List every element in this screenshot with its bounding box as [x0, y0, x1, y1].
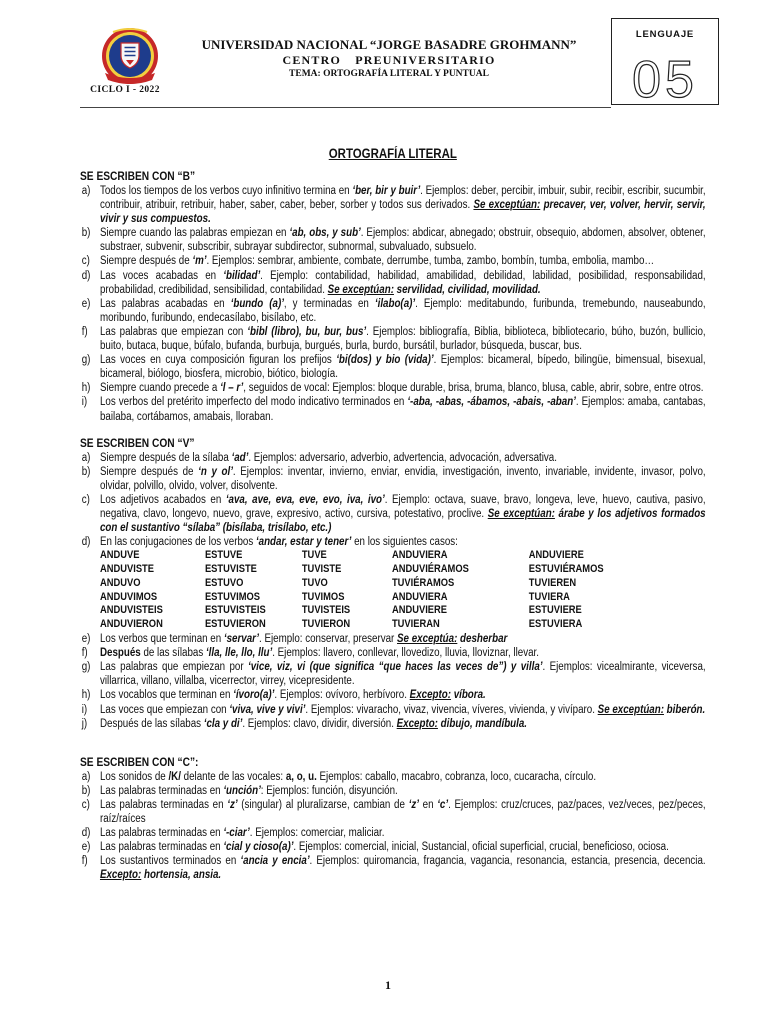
rule-item [80, 660, 706, 688]
table-cell: ANDUVIERE [391, 604, 448, 617]
item-letter: c) [81, 493, 90, 506]
table-cell: TUVIERAN [391, 618, 440, 631]
text-run: En las conjugaciones de los verbos [99, 536, 256, 549]
university-seal-logo [99, 26, 161, 88]
text-run: . Ejemplos: bicameral, bípedo, bilingüe, bimensual, bisexual, bicameral, biólogo, biosfera, microbio, biótico, biología. [99, 354, 706, 381]
text-run: . Ejemplos: sembrar, ambiente, combate, derrumbe, tumba, zambo, bombín, tumba, embolia, mambo… [206, 255, 655, 268]
page-number: 1 [385, 978, 391, 992]
rule-item [80, 535, 706, 549]
institution-header [160, 37, 618, 81]
exception-label: Excepto: [99, 869, 142, 882]
text-run: Después de las sílabas [99, 717, 204, 730]
text-run: Las palabras que empiezan con [99, 325, 248, 338]
emphasis-text: ‘unción’ [223, 784, 261, 797]
rule-sections [80, 169, 706, 882]
emphasis-text: víbora. [450, 689, 486, 702]
text-run: Siempre cuando precede a [99, 382, 221, 395]
item-text [100, 661, 706, 687]
text-run: Los adjetivos acabados en [99, 493, 226, 506]
item-letter: a) [81, 185, 91, 197]
table-cell: ANDUVIERA [391, 549, 448, 562]
rule-section-1 [80, 169, 706, 424]
table-cell: TUVISTE [301, 563, 342, 576]
emphasis-text: ‘vice, viz, vi (que significa “que haces las veces de”) y villa’ [248, 661, 543, 674]
item-letter: j) [81, 717, 88, 730]
item-text [100, 466, 706, 492]
rule-item [80, 854, 706, 882]
text-run: . Ejemplos: inventar, invierno, enviar, envidia, investigación, invento, invariable, invidente, invasor, polvo, olvidar, polvillo, olvido, volver, disolvente. [99, 465, 706, 492]
item-letter: c) [81, 255, 90, 268]
emphasis-text: ‘z’ [227, 798, 238, 811]
exception-label: Excepto: [396, 717, 438, 730]
table-cell: ESTUVIMOS [204, 590, 261, 603]
rule-item [80, 646, 706, 660]
emphasis-text: ‘ad’ [231, 451, 249, 464]
text-run: Ejemplos: caballo, macabro, cobranza, loco, cucaracha, círculo. [316, 770, 597, 783]
item-text [100, 827, 385, 839]
rule-item [80, 632, 706, 646]
text-run: , seguidos de vocal: Ejemplos: bloque durable, brisa, bruma, blanco, blusa, cable, abrir, sobre, entre otros. [243, 382, 704, 395]
rule-item [80, 826, 706, 840]
item-text [100, 270, 706, 296]
exception-label: Se exceptúan: [487, 507, 555, 520]
emphasis-text: ‘ívoro(a)’ [233, 689, 275, 702]
text-run: en [418, 798, 438, 811]
rule-item [80, 254, 706, 268]
emphasis-text: ‘bundo (a)’ [230, 297, 284, 310]
item-text [100, 354, 706, 380]
text-run: . Ejemplo: conservar, preservar [259, 633, 398, 646]
item-letter: d) [81, 536, 91, 549]
rule-item [80, 770, 706, 784]
rule-item [80, 297, 706, 325]
center-name: CENTRO PREUNIVERSITARIO [282, 53, 496, 67]
item-text [100, 704, 705, 716]
item-text [100, 633, 507, 645]
emphasis-text: ‘-aba, -abas, -ábamos, -abais, -aban’ [407, 396, 576, 409]
table-cell: ESTUVE [204, 549, 243, 562]
table-cell: ANDUVO [99, 576, 141, 589]
item-letter: d) [81, 269, 91, 282]
text-run: . Ejemplo: contabilidad, habilidad, amabilidad, debilidad, labilidad, posibilidad, responsabilidad, probabilidad, credibilidad, sensibilidad, contabilidad. [99, 269, 706, 296]
rule-item [80, 395, 706, 423]
text-run: Siempre después de [99, 255, 193, 268]
item-letter: a) [81, 770, 91, 783]
table-row [100, 563, 682, 577]
rule-item [80, 184, 706, 226]
text-run: Las palabras que empiezan por [99, 661, 249, 674]
rule-section-3 [80, 755, 706, 883]
table-row [100, 604, 682, 618]
text-run: en los siguientes casos: [351, 536, 458, 549]
text-run: . Ejemplo: octava, suave, bravo, longeva, leve, huevo, cautiva, pasivo, negativa, clavo, longevo, nuevo, grave, expresivo, activo, cursiva, potestativo, proclive. [99, 493, 706, 520]
text-run: , y terminadas en [283, 297, 375, 310]
item-text [100, 841, 669, 853]
exception-label: Se exceptúan: [327, 283, 394, 296]
item-letter: b) [81, 465, 91, 478]
emphasis-text: precaver, ver, volver, hervir, servir, vivir y sus compuestos. [99, 199, 706, 226]
item-letter: a) [81, 451, 91, 464]
text-run: Las palabras terminadas en [99, 841, 224, 854]
document-body [80, 146, 706, 882]
emphasis-text: ‘servar’ [223, 633, 260, 646]
university-name: UNIVERSIDAD NACIONAL “JORGE BASADRE GROHMANN” [201, 37, 577, 52]
item-text [100, 855, 706, 881]
table-cell: ANDUVISTE [99, 563, 155, 576]
item-letter: b) [81, 784, 91, 797]
text-run: Las voces en cuya composición figuran los prefijos [99, 354, 337, 367]
section-heading: SE ESCRIBEN CON “V” [80, 435, 195, 450]
item-text [100, 227, 706, 253]
item-letter: f) [81, 855, 88, 868]
emphasis-text: desherbar [457, 633, 508, 646]
item-letter: e) [81, 297, 91, 310]
section-heading: SE ESCRIBEN CON “B” [80, 169, 196, 183]
emphasis-text: árabe y los adjetivos formados con el sustantivo “sílaba” (bisílaba, trisílabo, etc.) [99, 507, 706, 535]
item-letter: h) [81, 382, 91, 395]
text-run: Las voces que empiezan con [99, 703, 230, 716]
emphasis-text: ‘l – r’ [220, 382, 244, 395]
item-text [100, 255, 654, 267]
table-cell: TUVIEREN [528, 576, 577, 589]
exception-label: Se exceptúan: [597, 703, 664, 716]
rule-item [80, 840, 706, 854]
emphasis-text: ‘ancia y encia’ [240, 855, 310, 868]
exception-label: Se exceptúan: [473, 199, 541, 212]
item-text [100, 452, 557, 464]
table-row [100, 618, 682, 632]
rule-item [80, 688, 706, 702]
text-run: . Ejemplos: deber, percibir, imbuir, subir, recibir, escribir, sucumbir, contribuir, atribuir, retribuir, haber, saber, caber, beber, sorber y todos sus derivados. [99, 185, 706, 212]
emphasis-text: ‘bilidad’ [223, 269, 261, 282]
table-cell: TUVIÉRAMOS [391, 576, 455, 589]
page-title: ORTOGRAFÍA LITERAL [328, 146, 457, 161]
rule-item [80, 703, 706, 717]
text-run: Siempre después de la sílaba [99, 451, 232, 464]
text-run: Los sustantivos terminados en [99, 855, 241, 868]
emphasis-text: ‘bi(dos) y bio (vida)’ [336, 354, 434, 367]
item-text [100, 647, 539, 659]
text-run: Las voces acabadas en [99, 269, 224, 282]
item-text [100, 382, 704, 394]
unit-number: 05 [632, 51, 698, 109]
text-run: (singular) al pluralizarse, cambian de [237, 798, 409, 811]
exception-label: Se exceptúa: [397, 633, 458, 646]
rule-item [80, 451, 706, 465]
rule-item [80, 226, 706, 254]
item-letter: d) [81, 827, 91, 840]
topic-line: TEMA: ORTOGRAFÍA LITERAL Y PUNTUAL [289, 69, 489, 79]
item-text [100, 785, 398, 797]
table-cell: ANDUVIERE [528, 549, 584, 562]
text-run: delante de las vocales: [180, 770, 286, 783]
text-run: Los verbos del pretérito imperfecto del modo indicativo terminados en [99, 396, 408, 409]
item-text [100, 298, 706, 324]
emphasis-text: ‘ilabo(a)’ [374, 297, 416, 310]
table-cell: ESTUVIERE [528, 604, 582, 617]
exception-label: Excepto: [409, 689, 451, 702]
rule-section-2 [80, 436, 706, 731]
text-run: . Ejemplos: amaba, cantabas, bailaba, cortábamos, amabais, lloraban. [99, 396, 706, 423]
table-cell: ANDUVIERA [391, 590, 448, 603]
emphasis-text: ‘c’ [437, 798, 449, 811]
text-run: . Ejemplos: llavero, conllevar, llovedizo, lluvia, lloviznar, llevar. [272, 647, 539, 660]
item-text [100, 799, 706, 825]
emphasis-text: ‘bibl (libro), bu, bur, bus’ [247, 325, 367, 338]
table-cell: TUVIMOS [301, 590, 345, 603]
rule-item [80, 269, 706, 297]
emphasis-text: ‘ber, bir y buir’ [352, 185, 421, 197]
table-cell: ANDUVE [99, 549, 140, 562]
table-cell: TUVIERA [528, 590, 570, 603]
rule-item [80, 381, 706, 395]
item-letter: f) [81, 647, 88, 660]
text-run: Las palabras terminadas en [99, 827, 224, 840]
header-divider [80, 107, 611, 108]
table-row [100, 577, 682, 591]
text-run: . Ejemplos: comerciar, maliciar. [249, 827, 385, 840]
emphasis-text: Después [99, 647, 141, 660]
emphasis-text: a, o, u. [285, 770, 317, 783]
table-cell: ESTUVIÉRAMOS [528, 563, 604, 576]
table-cell: TUVO [301, 576, 328, 589]
item-letter: h) [81, 689, 91, 702]
text-run: . Ejemplos: quiromancia, fragancia, vagancia, resonancia, estancia, presencia, decencia. [309, 855, 706, 868]
text-run: Las palabras terminadas en [99, 798, 228, 811]
text-run: . Ejemplos: vivaracho, vivaz, vivencia, víveres, vivienda, y vivíparo. [305, 703, 598, 716]
item-text [100, 494, 706, 534]
text-run: Los sonidos de [99, 770, 169, 783]
rule-item [80, 798, 706, 826]
item-letter: c) [81, 798, 90, 811]
text-run: Siempre cuando las palabras empiezan en [99, 227, 290, 240]
table-row [100, 591, 682, 605]
text-run: . Ejemplos: comercial, inicial, Sustancial, oficial superficial, crucial, beneficioso, ociosa. [293, 841, 669, 854]
table-cell: ESTUVIERON [204, 618, 266, 631]
emphasis-text: ‘-ciar’ [223, 827, 250, 840]
text-run: Todos los tiempos de los verbos cuyo infinitivo termina en [99, 185, 353, 197]
text-run: . Ejemplos: cruz/cruces, paz/paces, vez/veces, pez/peces, raíz/raíces [99, 798, 706, 825]
emphasis-text: hortensia, ansia. [141, 869, 222, 882]
text-run: Las palabras acabadas en [99, 297, 231, 310]
item-letter: g) [81, 354, 91, 367]
text-run: . Ejemplos: abdicar, abnegado; obstruir, obsequio, abdomen, absolver, obtener, substraer, subvenir, subscribir, subrayar subdirector, subnormal, subvaluado, subsuelo. [99, 227, 706, 254]
rule-item [80, 717, 706, 731]
rule-item [80, 784, 706, 798]
text-run: Las palabras terminadas en [99, 784, 224, 797]
emphasis-text: ‘ava, ave, eva, eve, evo, iva, ivo’ [225, 493, 385, 506]
table-cell: ESTUVIERA [528, 618, 583, 631]
subject-label: LENGUAJE [635, 29, 695, 40]
table-cell: ESTUVISTE [204, 563, 257, 576]
text-run: Siempre después de [99, 465, 199, 478]
item-letter: e) [81, 633, 91, 646]
item-letter: f) [81, 325, 88, 338]
item-text [100, 185, 706, 225]
item-text [100, 326, 706, 352]
table-cell: TUVE [301, 549, 327, 562]
item-text [100, 718, 527, 730]
text-run: . Ejemplos: ovívoro, herbívoro. [274, 689, 410, 702]
unit-box [611, 18, 719, 109]
text-run: . Ejemplos: vicealmirante, viceversa, villarrica, villano, villalba, vicerrector, virrey, vicepresidente. [99, 661, 706, 688]
text-run: . Ejemplos: bibliografía, Biblia, biblioteca, bibliotecario, búho, buzón, bullicio, buito, butaca, buque, búfalo, bufanda, burbuja, burgués, burla, burdo, bursátil, burlador, búsqueda, buscar, bus. [99, 325, 706, 353]
item-letter: i) [81, 703, 88, 716]
emphasis-text: ‘cla y di’ [203, 717, 243, 730]
emphasis-text: ‘m’ [192, 255, 207, 268]
table-row [100, 549, 682, 563]
text-run: . Ejemplos: clavo, dividir, diversión. [242, 717, 397, 730]
item-text [100, 771, 596, 783]
emphasis-text: ‘viva, vive y vivi’ [229, 703, 306, 716]
item-text [100, 689, 486, 701]
emphasis-text: ‘n y ol’ [198, 465, 233, 478]
section-heading: SE ESCRIBEN CON “C”: [80, 754, 199, 769]
table-cell: ANDUVIERON [99, 618, 163, 631]
table-cell: ANDUVISTEIS [99, 604, 163, 617]
cycle-label: CICLO I - 2022 [90, 85, 160, 95]
text-run: Los vocablos que terminan en [99, 689, 234, 702]
table-cell: ANDUVIMOS [99, 590, 158, 603]
table-cell: ANDUVIÉRAMOS [391, 563, 469, 576]
table-cell: ESTUVO [204, 576, 244, 589]
rule-item [80, 465, 706, 493]
item-letter: b) [81, 227, 91, 240]
item-letter: i) [81, 396, 88, 409]
item-letter: g) [81, 661, 91, 674]
rule-item [80, 493, 706, 535]
item-text [100, 536, 458, 548]
emphasis-text: dibujo, mandíbula. [437, 717, 528, 730]
table-cell: TUVISTEIS [301, 604, 351, 617]
text-run: : Ejemplos: función, disyunción. [260, 784, 398, 797]
rule-item [80, 353, 706, 381]
emphasis-text: servilidad, civilidad, movilidad. [393, 283, 541, 296]
emphasis-text: ‘cial y cioso(a)’ [223, 841, 294, 854]
text-run: . Ejemplos: adversario, adverbio, advertencia, advocación, adversativa. [248, 451, 557, 464]
emphasis-text: ‘z’ [408, 798, 419, 811]
rule-item [80, 325, 706, 353]
table-cell: ESTUVISTEIS [204, 604, 266, 617]
emphasis-text: biberón. [663, 703, 706, 716]
text-run: de las sílabas [140, 647, 206, 660]
item-text [100, 396, 706, 422]
emphasis-text: ‘lla, lle, llo, llu’ [205, 647, 273, 660]
item-letter: e) [81, 841, 91, 854]
emphasis-text: /K/ [168, 770, 181, 783]
text-run: Los verbos que terminan en [99, 633, 224, 646]
emphasis-text: ‘andar, estar y tener’ [255, 536, 352, 549]
text-run: . Ejemplo: meditabundo, furibunda, tremebundo, nauseabundo, moribundo, furibundo, endecasílabo, bisílabo, etc. [99, 297, 706, 324]
emphasis-text: ‘ab, obs, y sub’ [289, 227, 361, 240]
table-cell: TUVIERON [301, 618, 351, 631]
conjugation-table [100, 549, 682, 632]
